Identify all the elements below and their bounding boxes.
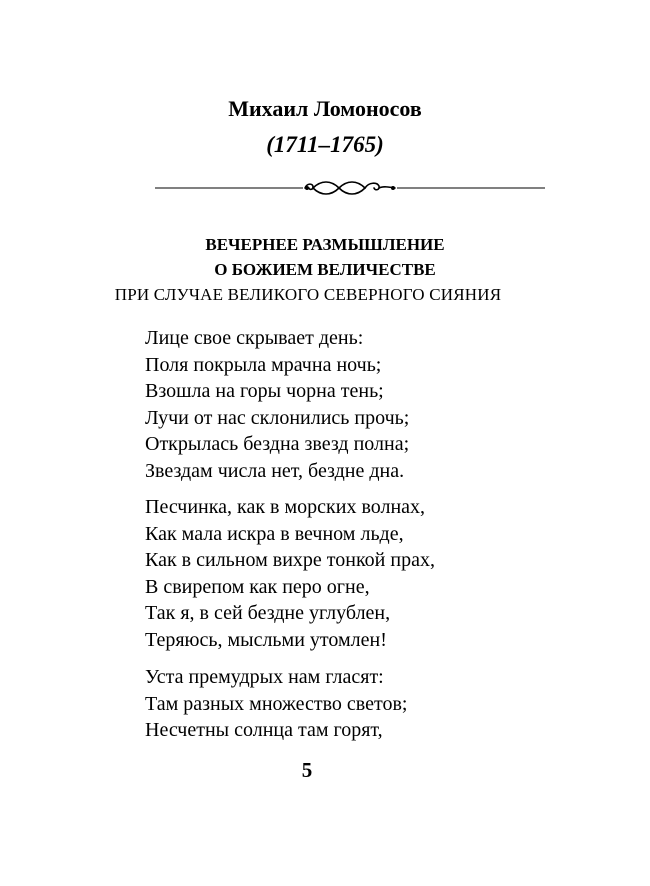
poem-line: В свирепом как перо огне, xyxy=(145,575,370,598)
poem-line: Как в сильном вихре тонкой прах, xyxy=(145,549,435,571)
poem-title-line-1: ВЕЧЕРНЕЕ РАЗМЫШЛЕНИЕ xyxy=(205,235,445,254)
poem-line: Там разных множество светов; xyxy=(145,692,408,715)
poem-line: Лице свое скрывает день: xyxy=(145,327,364,349)
poem-line: Как мала искра в вечном льде, xyxy=(145,522,404,545)
poem-line: Уста премудрых нам гласят: xyxy=(145,666,384,688)
poem-line: Лучи от нас склонились прочь; xyxy=(145,406,410,429)
poem-line: Так я, в сей бездне углублен, xyxy=(145,602,391,624)
poem-line: Открылась бездна звезд полна; xyxy=(145,433,410,455)
poem-line: Звездам числа нет, бездне дна. xyxy=(145,459,405,482)
poem-line: Поля покрыла мрачна ночь; xyxy=(145,353,382,376)
poem-line: Несчетны солнца там горят, xyxy=(145,719,383,741)
flourish-ornament-icon xyxy=(155,176,545,200)
poem-line: Песчинка, как в морских волнах, xyxy=(145,496,426,518)
stanza-2 xyxy=(145,494,435,653)
page-number: 5 xyxy=(301,758,313,782)
poem-subtitle: ПРИ СЛУЧАЕ ВЕЛИКОГО СЕВЕРНОГО СИЯНИЯ xyxy=(114,285,502,304)
author-dates: (1711–1765) xyxy=(266,132,384,157)
stanza-1 xyxy=(145,325,409,484)
poem-line: Взошла на горы чорна тень; xyxy=(145,380,384,402)
poem-line: Теряюсь, мысльми утомлен! xyxy=(145,628,387,651)
stanza-3 xyxy=(145,664,407,744)
poem-title-line-2: О БОЖИЕМ ВЕЛИЧЕСТВЕ xyxy=(214,260,436,279)
author-name: Михаил Ломоносов xyxy=(228,96,422,121)
